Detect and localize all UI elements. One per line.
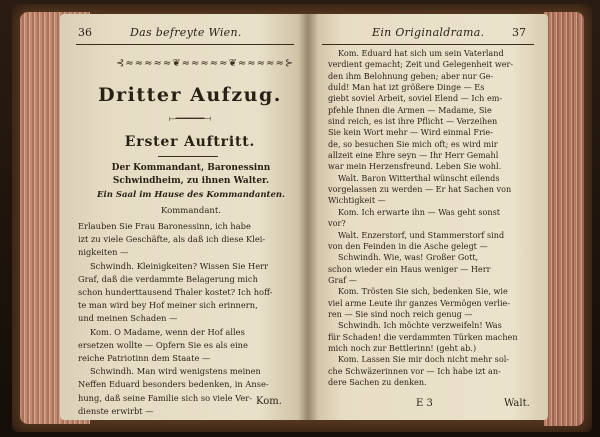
text-line: che Schwäzerinnen vor — Ich habe izt an- (328, 365, 501, 376)
text-line: reiche Patriotinn dem Staate — (78, 353, 211, 364)
text-line: Kom. Eduard hat sich um sein Vaterland (338, 48, 504, 58)
running-head: Ein Originaldrama. (372, 26, 485, 39)
scene-setting: Ein Saal im Hause des Kommandanten. (97, 190, 285, 200)
text-line: Schwindh. Ich möchte verzweifeln! Was (338, 320, 502, 331)
cast-line: Schwindheim, zu ihnen Walter. (112, 176, 270, 186)
text-line: te man wird bey Hof meiner sich erinnern, (78, 300, 258, 311)
text-line: mich noch zur Bettlerinn! (geht ab.) (328, 342, 477, 353)
text-line: und meinen Schaden — (78, 313, 178, 324)
text-line: ren — Sie sind noch reich genug — (328, 308, 473, 319)
text-line: Schwindh. Man wird wenigstens meinen (90, 366, 261, 377)
scene-rule (158, 156, 218, 157)
ornament-band: ⊰≈≈≈≈≈❦≈≈≈≈≈❦≈≈≈≈≈⊱ (116, 58, 295, 69)
text-line: Erlauben Sie Frau Baronessinn, ich habe (78, 221, 251, 231)
text-line: Sie kein Wort mehr — Wird einmal Frie- (328, 127, 493, 138)
text-line: Walt. Enzerstorf, und Stammerstorf sind (338, 229, 505, 240)
left-body-text (78, 220, 302, 418)
cast-list (76, 162, 306, 188)
text-line: verdient gemacht; Zeit und Gelegenheit wer- (328, 59, 514, 70)
text-line: den ihm Belohnung geben; aber nur Ge- (328, 70, 494, 81)
text-line: de, so besuchen Sie mich oft; es wird mir (328, 138, 498, 149)
speaker-name: Kommandant. (160, 206, 221, 216)
left-page (60, 14, 308, 420)
text-line: duld! Man hat izt größere Dinge — Es (328, 82, 485, 93)
text-line: Walt. Baron Witterthal wünscht eilends (338, 172, 500, 183)
text-line: viel arme Leute ihr ganzes Vermögen verlie- (328, 297, 511, 308)
text-line: vorgelassen zu werden — Er hat Sachen von (328, 184, 512, 195)
text-line: giebt soviel Arbeit, soviel Elend — Ich em- (328, 93, 503, 104)
text-line: vor? (328, 218, 346, 229)
flourish-icon: ⟝━━━━━━⟞ (168, 114, 212, 123)
text-line: Graf, daß die verdammte Belagerung mich (78, 273, 258, 284)
text-line: war mein Herzensfreund. Leben Sie wohl. (328, 161, 502, 172)
cast-line: Der Kommandant, Baronessinn (111, 163, 271, 173)
text-line: ersetzen wollte — Opfern Sie es als eine (78, 339, 248, 350)
text-line: schon hunderttausend Thaler kostet? Ich hoff- (78, 287, 273, 298)
header-rule (76, 44, 294, 45)
text-line: Graf — (328, 274, 357, 285)
text-line: Kom. Trösten Sie sich, bedenken Sie, wie (338, 286, 508, 297)
text-line: izt zu viele Geschäfte, als daß ich diese Klei- (78, 234, 266, 245)
text-line: pfehle Ihnen die Armen — Madame, Sie (328, 104, 492, 115)
right-body-text (328, 48, 542, 388)
text-line: dere Sachen zu denken. (328, 376, 427, 387)
text-line: allzeit eine Ehre seyn — Ihr Herr Gemahl (328, 150, 499, 161)
text-line: Kom. Lassen Sie mir doch nicht mehr sol- (338, 354, 510, 365)
catchword: Walt. (504, 398, 530, 409)
right-page (308, 14, 548, 420)
text-line: Kom. Ich erwarte ihn — Was geht sonst (338, 206, 501, 217)
text-line: Schwindh. Wie, was! Großer Gott, (338, 252, 479, 263)
catchword: Kom. (256, 396, 282, 407)
act-heading: Dritter Aufzug. (98, 84, 282, 106)
text-line: Neffen Eduard besonders bedenken, in Anse- (78, 379, 269, 390)
page-edges-right (544, 12, 584, 426)
page-number: 36 (78, 26, 92, 39)
text-line: hung, daß seine Familie sich so viele Ver- (78, 392, 253, 403)
text-line: Kom. O Madame, wenn der Hof alles (90, 326, 245, 337)
book-gutter (298, 14, 318, 420)
text-line: dienste erwirbt — (78, 405, 154, 416)
text-line: nigkeiten — (78, 247, 129, 258)
page-number: 37 (512, 26, 526, 39)
signature-mark: E 3 (416, 398, 433, 409)
text-line: schon wieder ein Haus weniger — Herr (328, 263, 491, 274)
text-line: sind reich, es ist ihre Pflicht — Verzeihen (328, 116, 498, 127)
text-line: von den Feinden in die Asche gelegt — (328, 240, 488, 251)
text-line: Schwindh. Kleinigkeiten? Wissen Sie Herr (90, 260, 269, 271)
running-head: Das befreyte Wien. (130, 26, 242, 39)
header-rule (322, 44, 534, 45)
text-line: Wichtigkeit — (328, 195, 386, 206)
text-line: für Schaden! die verdammten Türken machen (328, 331, 518, 342)
scene-heading: Erster Auftritt. (124, 134, 256, 150)
